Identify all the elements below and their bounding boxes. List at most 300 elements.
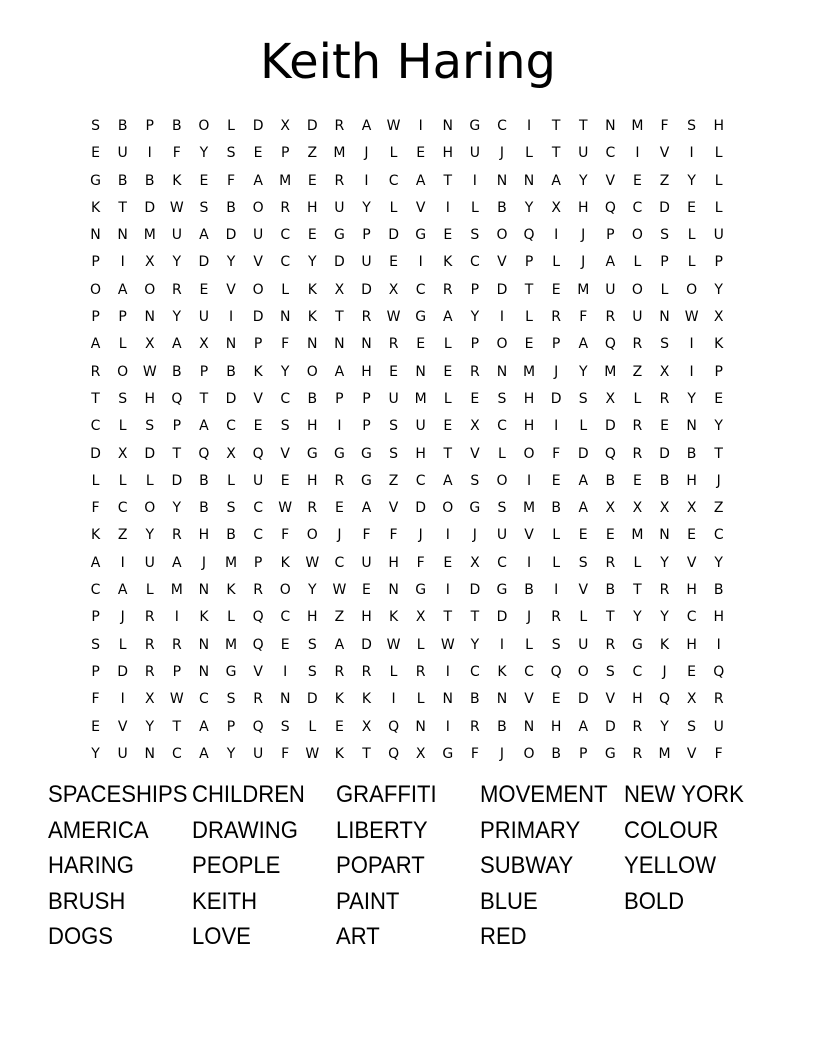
grid-letter: Q (604, 336, 616, 353)
grid-letter: F (362, 527, 371, 544)
grid-letter: I (418, 118, 423, 134)
grid-letter: Y (714, 418, 723, 435)
grid-letter: E (687, 527, 697, 544)
grid-letter: D (225, 390, 237, 407)
grid-letter: E (91, 145, 100, 162)
grid-letter: T (714, 445, 723, 462)
grid-letter: D (144, 445, 156, 462)
grid-letter: E (551, 281, 561, 298)
grid-letter: R (171, 527, 182, 544)
grid-letter: W (332, 582, 347, 599)
word-list-item: PEOPLE (192, 852, 281, 880)
grid-letter: D (117, 663, 129, 680)
grid-letter: A (415, 172, 426, 189)
grid-letter: H (686, 582, 697, 599)
grid-letter: H (307, 472, 318, 489)
grid-letter: T (91, 390, 100, 407)
grid-letter: W (169, 199, 184, 216)
grid-letter: E (551, 472, 561, 489)
grid-letter: U (117, 745, 128, 762)
grid-letter: D (171, 472, 183, 489)
grid-letter: O (496, 472, 508, 489)
grid-letter: O (90, 281, 102, 298)
grid-letter: A (199, 745, 209, 762)
grid-letter: U (117, 145, 128, 162)
grid-letter: P (606, 227, 615, 244)
grid-letter: M (658, 745, 671, 762)
grid-letter: O (496, 336, 508, 353)
grid-letter: L (416, 636, 425, 653)
grid-letter: L (389, 145, 398, 162)
grid-letter: L (118, 336, 127, 353)
grid-letter: N (415, 718, 426, 735)
grid-letter: V (253, 663, 263, 680)
grid-letter: D (550, 390, 562, 407)
grid-letter: N (198, 636, 210, 653)
grid-letter: Y (226, 745, 236, 762)
grid-letter: M (577, 281, 590, 298)
grid-letter: T (443, 172, 453, 189)
grid-letter: B (713, 582, 724, 599)
grid-letter: K (659, 636, 670, 653)
grid-letter: L (633, 390, 642, 407)
word-list-item: KEITH (192, 887, 258, 915)
grid-letter: E (362, 582, 371, 599)
grid-letter: P (470, 336, 480, 353)
grid-letter: G (442, 745, 454, 762)
grid-letter: S (578, 554, 588, 571)
grid-letter: B (470, 691, 480, 708)
grid-letter: I (689, 145, 694, 162)
grid-letter: Y (660, 554, 669, 571)
grid-letter: X (659, 500, 670, 517)
grid-letter: I (554, 418, 559, 435)
grid-letter: X (470, 554, 480, 571)
grid-letter: D (388, 227, 399, 244)
grid-letter: R (442, 281, 453, 298)
grid-letter: Q (198, 445, 210, 462)
grid-letter: E (334, 500, 344, 517)
grid-letter: E (714, 390, 724, 407)
grid-letter: I (554, 582, 559, 599)
grid-letter: T (551, 145, 561, 162)
grid-letter: E (91, 718, 100, 735)
grid-letter: C (686, 609, 697, 626)
grid-letter: B (605, 582, 616, 599)
grid-letter: S (497, 500, 507, 517)
grid-letter: X (686, 691, 697, 708)
grid-letter: G (415, 227, 427, 244)
grid-letter: Q (388, 718, 400, 735)
grid-letter: S (497, 390, 507, 407)
grid-letter: S (280, 718, 290, 735)
grid-letter: D (659, 199, 670, 216)
grid-letter: I (526, 118, 532, 134)
grid-letter: M (279, 172, 292, 189)
grid-letter: N (334, 336, 345, 353)
grid-letter: L (687, 254, 696, 271)
grid-letter: T (335, 309, 344, 326)
grid-letter: A (361, 118, 372, 134)
grid-letter: N (686, 418, 697, 435)
grid-letter: C (524, 663, 534, 680)
grid-letter: M (604, 363, 617, 380)
grid-letter: Z (117, 527, 128, 544)
grid-letter: E (307, 172, 317, 189)
grid-letter: D (577, 445, 589, 462)
grid-letter: R (334, 118, 345, 134)
grid-letter: Y (524, 199, 534, 216)
grid-letter: U (632, 309, 643, 326)
grid-letter: L (525, 145, 533, 162)
grid-letter: R (469, 363, 480, 380)
grid-letter: S (280, 418, 290, 435)
grid-letter: U (252, 227, 264, 244)
grid-letter: R (171, 281, 182, 298)
grid-letter: I (526, 472, 532, 489)
grid-letter: D (361, 281, 372, 298)
grid-letter: N (225, 336, 237, 353)
grid-letter: R (253, 582, 263, 599)
grid-letter: Y (199, 145, 209, 162)
grid-letter: Q (550, 663, 562, 680)
grid-letter: G (415, 582, 427, 599)
grid-letter: I (445, 663, 450, 680)
grid-letter: R (361, 309, 372, 326)
grid-letter: R (334, 663, 345, 680)
grid-letter: D (198, 254, 210, 271)
grid-letter: N (307, 336, 318, 353)
grid-letter: T (199, 390, 209, 407)
word-list-item: SUBWAY (480, 852, 574, 880)
grid-letter: J (716, 472, 721, 489)
grid-letter: X (280, 118, 290, 134)
grid-letter: R (334, 172, 345, 189)
grid-letter: N (279, 309, 291, 326)
grid-letter: C (117, 500, 128, 517)
grid-letter: P (172, 663, 182, 680)
grid-letter: Y (308, 254, 317, 271)
grid-letter: Y (714, 554, 723, 571)
grid-letter: B (226, 527, 236, 544)
grid-letter: X (199, 336, 209, 353)
grid-letter: F (714, 745, 723, 762)
grid-letter: I (472, 172, 477, 189)
grid-letter: R (632, 336, 643, 353)
grid-letter: P (470, 281, 480, 298)
grid-letter: E (253, 418, 263, 435)
grid-letter: X (551, 199, 561, 216)
grid-letter: F (389, 527, 398, 544)
grid-letter: H (307, 199, 318, 216)
grid-letter: S (551, 636, 561, 653)
grid-letter: N (144, 309, 155, 326)
grid-letter: Z (659, 172, 670, 189)
grid-letter: V (686, 554, 697, 571)
grid-letter: F (281, 745, 290, 762)
grid-letter: E (253, 145, 263, 162)
grid-letter: K (253, 363, 263, 380)
grid-letter: Z (388, 472, 399, 489)
grid-letter: J (418, 527, 423, 544)
grid-letter: B (605, 472, 616, 489)
grid-letter: L (118, 418, 127, 435)
grid-letter: L (714, 145, 723, 162)
word-list-item: COLOUR (624, 816, 719, 844)
grid-letter: F (172, 145, 181, 162)
letter-grid (82, 113, 732, 768)
word-list-item: LIBERTY (336, 816, 428, 844)
grid-letter: S (307, 636, 317, 653)
grid-letter: I (445, 582, 450, 599)
word-list-item: LOVE (192, 923, 251, 951)
grid-letter: R (551, 309, 561, 326)
grid-letter: A (90, 554, 101, 571)
word-list (48, 777, 768, 955)
grid-letter: F (91, 500, 100, 517)
grid-letter: Y (308, 582, 317, 599)
grid-letter: V (280, 445, 290, 462)
grid-letter: G (333, 227, 345, 244)
grid-letter: T (118, 199, 127, 216)
grid-letter: B (686, 445, 697, 462)
grid-letter: C (90, 418, 101, 435)
grid-letter: D (361, 636, 372, 653)
grid-letter: N (496, 363, 508, 380)
word-list-item: RED (480, 923, 527, 951)
grid-letter: I (526, 554, 532, 571)
grid-letter: C (632, 663, 643, 680)
grid-letter: I (391, 691, 396, 708)
grid-letter: I (147, 145, 152, 162)
grid-letter: L (687, 227, 696, 244)
grid-letter: T (524, 281, 534, 298)
grid-letter: H (523, 418, 535, 435)
grid-letter: H (632, 691, 643, 708)
grid-letter: R (334, 472, 345, 489)
word-list-item: GRAFFITI (336, 781, 437, 808)
grid-letter: U (361, 254, 372, 271)
grid-letter: X (226, 445, 236, 462)
grid-letter: H (415, 445, 426, 462)
grid-letter: N (361, 336, 372, 353)
grid-letter: H (361, 609, 372, 626)
grid-letter: L (227, 118, 235, 134)
grid-letter: A (578, 500, 589, 517)
grid-letter: Q (604, 445, 616, 462)
grid-letter: R (605, 309, 616, 326)
grid-letter: L (389, 663, 398, 680)
grid-letter: J (120, 609, 125, 626)
grid-letter: V (117, 718, 128, 735)
grid-letter: S (199, 199, 209, 216)
grid-letter: L (118, 636, 127, 653)
grid-letter: E (307, 227, 317, 244)
grid-letter: C (280, 254, 291, 271)
grid-letter: U (578, 145, 589, 162)
grid-letter: B (226, 363, 236, 380)
grid-letter: Y (145, 527, 155, 544)
grid-letter: F (579, 309, 588, 326)
grid-letter: P (714, 363, 723, 380)
grid-letter: O (117, 363, 129, 380)
grid-letter: A (199, 227, 209, 244)
grid-letter: L (525, 309, 533, 326)
grid-letter: U (496, 527, 508, 544)
grid-letter: Y (172, 500, 182, 517)
grid-letter: D (604, 718, 616, 735)
grid-letter: Z (307, 145, 318, 162)
grid-letter: V (605, 691, 616, 708)
grid-letter: E (443, 227, 453, 244)
grid-letter: F (470, 745, 479, 762)
grid-letter: J (201, 554, 206, 571)
grid-letter: H (686, 472, 697, 489)
grid-letter: N (388, 582, 399, 599)
grid-letter: S (470, 227, 480, 244)
grid-letter: Z (334, 609, 345, 626)
grid-letter: E (632, 472, 642, 489)
grid-letter: P (524, 254, 534, 271)
grid-letter: U (415, 418, 426, 435)
grid-letter: Q (388, 745, 400, 762)
grid-letter: R (90, 363, 101, 380)
grid-letter: P (660, 254, 669, 271)
grid-letter: C (253, 527, 263, 544)
grid-letter: L (145, 472, 154, 489)
grid-letter: T (172, 445, 182, 462)
grid-letter: G (361, 445, 372, 462)
word-list-item: PRIMARY (480, 816, 581, 844)
grid-letter: P (91, 609, 100, 626)
grid-letter: L (118, 472, 127, 489)
grid-letter: E (443, 418, 453, 435)
grid-letter: W (305, 745, 320, 762)
grid-letter: O (442, 500, 454, 517)
grid-letter: J (526, 609, 532, 626)
grid-letter: K (334, 745, 344, 762)
grid-letter: T (443, 445, 453, 462)
grid-letter: P (551, 336, 561, 353)
grid-letter: E (280, 472, 290, 489)
grid-letter: G (306, 445, 318, 462)
grid-letter: K (226, 582, 236, 599)
grid-letter: T (578, 118, 588, 134)
grid-letter: H (713, 609, 724, 626)
grid-letter: A (442, 309, 453, 326)
grid-letter: O (252, 281, 264, 298)
grid-letter: O (523, 445, 535, 462)
grid-letter: S (91, 118, 100, 134)
grid-letter: H (198, 527, 210, 544)
grid-letter: H (523, 390, 535, 407)
grid-letter: Y (714, 281, 723, 298)
grid-letter: S (578, 390, 588, 407)
grid-letter: U (144, 554, 155, 571)
word-list-item: NEW YORK (624, 781, 744, 808)
grid-letter: A (578, 718, 589, 735)
grid-letter: G (90, 172, 101, 189)
grid-letter: Q (171, 390, 183, 407)
grid-letter: B (199, 500, 209, 517)
grid-letter: K (714, 336, 724, 353)
grid-letter: N (496, 691, 508, 708)
grid-letter: Q (604, 199, 616, 216)
grid-letter: Y (145, 718, 155, 735)
grid-letter: I (689, 363, 694, 380)
grid-letter: J (499, 145, 505, 162)
grid-letter: D (306, 118, 318, 134)
grid-letter: B (117, 118, 128, 134)
grid-letter: P (145, 118, 154, 134)
grid-letter: I (445, 527, 450, 544)
grid-letter: B (226, 199, 236, 216)
grid-letter: S (226, 500, 236, 517)
grid-letter: S (118, 390, 128, 407)
grid-letter: S (389, 445, 399, 462)
word-list-item: PAINT (336, 887, 400, 915)
grid-letter: R (307, 500, 318, 517)
grid-letter: S (307, 663, 317, 680)
grid-letter: I (337, 418, 342, 435)
grid-letter: Y (633, 609, 642, 626)
grid-letter: C (90, 582, 101, 599)
grid-letter: B (199, 472, 209, 489)
grid-letter: N (659, 309, 670, 326)
grid-letter: I (120, 254, 125, 271)
grid-letter: Y (660, 718, 669, 735)
grid-letter: J (499, 745, 505, 762)
grid-letter: J (472, 527, 477, 544)
grid-letter: X (117, 445, 128, 462)
grid-letter: E (443, 363, 453, 380)
grid-letter: F (281, 336, 290, 353)
grid-letter: A (361, 500, 372, 517)
grid-letter: A (442, 472, 453, 489)
grid-letter: U (334, 199, 345, 216)
grid-letter: T (633, 582, 642, 599)
grid-letter: E (389, 363, 398, 380)
grid-letter: C (415, 472, 426, 489)
grid-letter: K (280, 554, 290, 571)
grid-letter: T (172, 718, 182, 735)
grid-letter: W (142, 363, 157, 380)
grid-letter: P (362, 227, 371, 244)
grid-letter: M (631, 118, 644, 134)
grid-letter: W (386, 636, 401, 653)
grid-letter: O (523, 745, 535, 762)
grid-letter: X (144, 336, 155, 353)
grid-letter: A (172, 554, 182, 571)
grid-letter: R (605, 554, 616, 571)
grid-letter: F (281, 527, 290, 544)
grid-letter: N (279, 691, 291, 708)
grid-letter: W (440, 636, 455, 653)
grid-letter: C (280, 390, 291, 407)
grid-letter: X (605, 390, 616, 407)
grid-letter: J (337, 527, 342, 544)
grid-letter: L (552, 527, 561, 544)
grid-letter: T (551, 118, 561, 134)
grid-letter: B (551, 500, 561, 517)
grid-letter: S (687, 718, 697, 735)
grid-letter: M (170, 582, 183, 599)
grid-letter: E (660, 418, 669, 435)
word-list-item: SPACESHIPS (48, 781, 188, 808)
grid-letter: P (253, 554, 263, 571)
grid-letter: Y (172, 254, 182, 271)
grid-letter: V (497, 254, 507, 271)
